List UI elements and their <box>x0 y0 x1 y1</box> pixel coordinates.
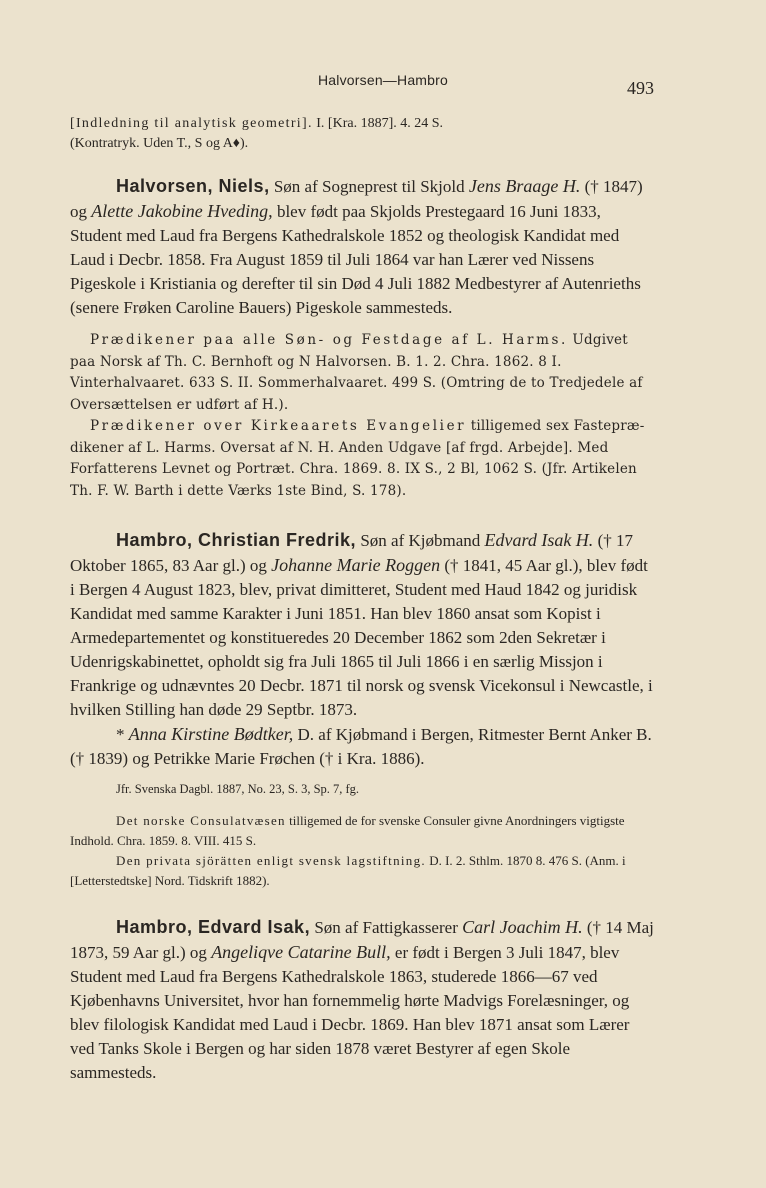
entry-edvard-text3: er født i Bergen 3 Juli 1847, blev Student med Laud fra Bergens Kathedralskole 1863, studerede 1866—67 ved Kjøbenhavns Universitet, hvor han fornemmelig hørte Madvigs Forelæsninger, og blev filologisk Kandidat med Laud i Decbr. 1869. Han blev 1871 ansat som Lærer ved Tanks Skole i Bergen og har siden 1878 været Bestyrer af egen Skole sammesteds. <box>70 943 630 1082</box>
christian-bib1-details: tilligemed de for svenske Consuler givne Anordningers vigtigste Indhold. Chra. 1859. 8. VIII. 415 S. <box>70 813 625 848</box>
halvorsen-bib2-title: Prædikener over Kirkeaarets Evangelier <box>90 418 467 434</box>
intro-note: (Kontratryk. Uden T., S og A♦). <box>70 136 249 151</box>
halvorsen-bib1-title: Prædikener paa alle Søn- og Festdage af L. Harms. <box>90 332 568 348</box>
christian-bibliography-1 <box>70 811 654 851</box>
entry-halvorsen-text1: Søn af Sogneprest til Skjold <box>269 177 469 196</box>
entry-christian-father: Edvard Isak H. <box>484 530 594 550</box>
entry-christian-text1: Søn af Kjøbmand <box>356 531 485 550</box>
entry-christian-wife <box>70 722 654 771</box>
halvorsen-bibliography-1 <box>70 330 654 416</box>
christian-bib2-details: D. I. 2. Sthlm. 1870 8. 476 S. (Anm. i [Letterstedtske] Nord. Tidskrift 1882). <box>70 853 626 888</box>
entry-christian-text2: († 17 Oktober 1865, 83 Aar gl.) og <box>70 531 633 575</box>
entry-edvard-text2: († 14 Maj 1873, 59 Aar gl.) og <box>70 918 654 962</box>
halvorsen-bib1-details: Udgivet paa Norsk af Th. C. Bernhoft og N Halvorsen. B. 1. 2. Chra. 1862. 8 I. Vinterhalvaaret. 633 S. II. Sommerhalvaaret. 499 S. (Omtring de to Tredjedele af Oversættelsen er udført af H.). <box>70 332 643 413</box>
running-title: Halvorsen—Hambro <box>317 72 449 88</box>
christian-bib2-title: Den privata sjörätten enligt svensk lagstiftning. <box>116 853 426 868</box>
entry-edvard-text1: Søn af Fattigkasserer <box>310 918 463 937</box>
halvorsen-bibliography-2 <box>70 416 654 502</box>
wife-marker: * <box>116 725 129 744</box>
entry-edvard-father: Carl Joachim H. <box>462 917 583 937</box>
entry-halvorsen <box>70 174 654 320</box>
christian-bibliography-2 <box>70 851 654 891</box>
entry-edvard-mother: Angeliqve Catarine Bull, <box>211 942 391 962</box>
entry-christian-hambro <box>70 528 654 722</box>
entry-christian-name: Hambro, Christian Fredrik, <box>116 530 357 550</box>
entry-edvard-hambro <box>70 915 654 1085</box>
entry-christian-mother: Johanne Marie Roggen <box>271 555 441 575</box>
entry-edvard-name: Hambro, Edvard Isak, <box>116 917 311 937</box>
page-number: 493 <box>627 78 654 98</box>
entry-christian-text3: († 1841, 45 Aar gl.), blev født i Bergen 4 August 1823, blev, privat dimitteret, Student med Haud 1842 og juridisk Kandidat med samme Karakter i Juni 1851. Han blev 1860 ansat som Kopist i Armedepartementet og konstitueredes 20 December 1862 som 2den Sekretær i Udenrigskabinettet, opholdt sig fra Juli 1865 til Juli 1866 i en særlig Missjon i Frankrige og udnævntes 20 Decbr. 1871 til norsk og svensk Vicekonsul i Newcastle, i hvilken Stilling han døde 29 Septbr. 1873. <box>70 556 653 719</box>
entry-halvorsen-text2: († 1847) og <box>70 177 643 221</box>
christian-reference: Jfr. Svenska Dagbl. 1887, No. 23, S. 3, Sp. 7, fg. <box>116 782 360 796</box>
entry-halvorsen-name: Halvorsen, Niels, <box>116 176 270 196</box>
intro-bibliography <box>70 114 654 154</box>
intro-details: I. [Kra. 1887]. 4. 24 S. <box>316 116 444 131</box>
page-content <box>70 114 654 1085</box>
intro-title: [Indledning til analytisk geometri]. <box>70 116 313 131</box>
christian-bib1-title: Det norske Consulatvæsen <box>116 813 286 828</box>
wife-name: Anna Kirstine Bødtker, <box>128 724 294 744</box>
entry-halvorsen-text3: blev født paa Skjolds Prestegaard 16 Juni 1833, Student med Laud fra Bergens Kathedralskole 1852 og theologisk Kandidat med Laud i Decbr. 1858. Fra August 1859 til Juli 1864 var han Lærer ved Nissens Pigeskole i Kristiania og derefter til sin Død 4 Juli 1882 Medbestyrer af Autenrieths (senere Frøken Caroline Bauers) Pigeskole sammesteds. <box>70 202 641 317</box>
entry-halvorsen-mother: Alette Jakobine Hveding, <box>91 201 273 221</box>
wife-details: D. af Kjøbmand i Bergen, Ritmester Bernt Anker B. († 1839) og Petrikke Marie Frøchen († i Kra. 1886). <box>70 725 652 768</box>
entry-halvorsen-father: Jens Braage H. <box>468 176 581 196</box>
halvorsen-bib2-details: tilligemed sex Fastepræ-dikener af L. Harms. Oversat af N. H. Anden Udgave [af frgd. Arbejde]. Med Forfatterens Levnet og Portræt. Chra. 1869. 8. IX S., 2 Bl, 1062 S. (Jfr. Artikelen Th. F. W. Barth i dette Værks 1ste Bind, S. 178). <box>70 418 645 499</box>
